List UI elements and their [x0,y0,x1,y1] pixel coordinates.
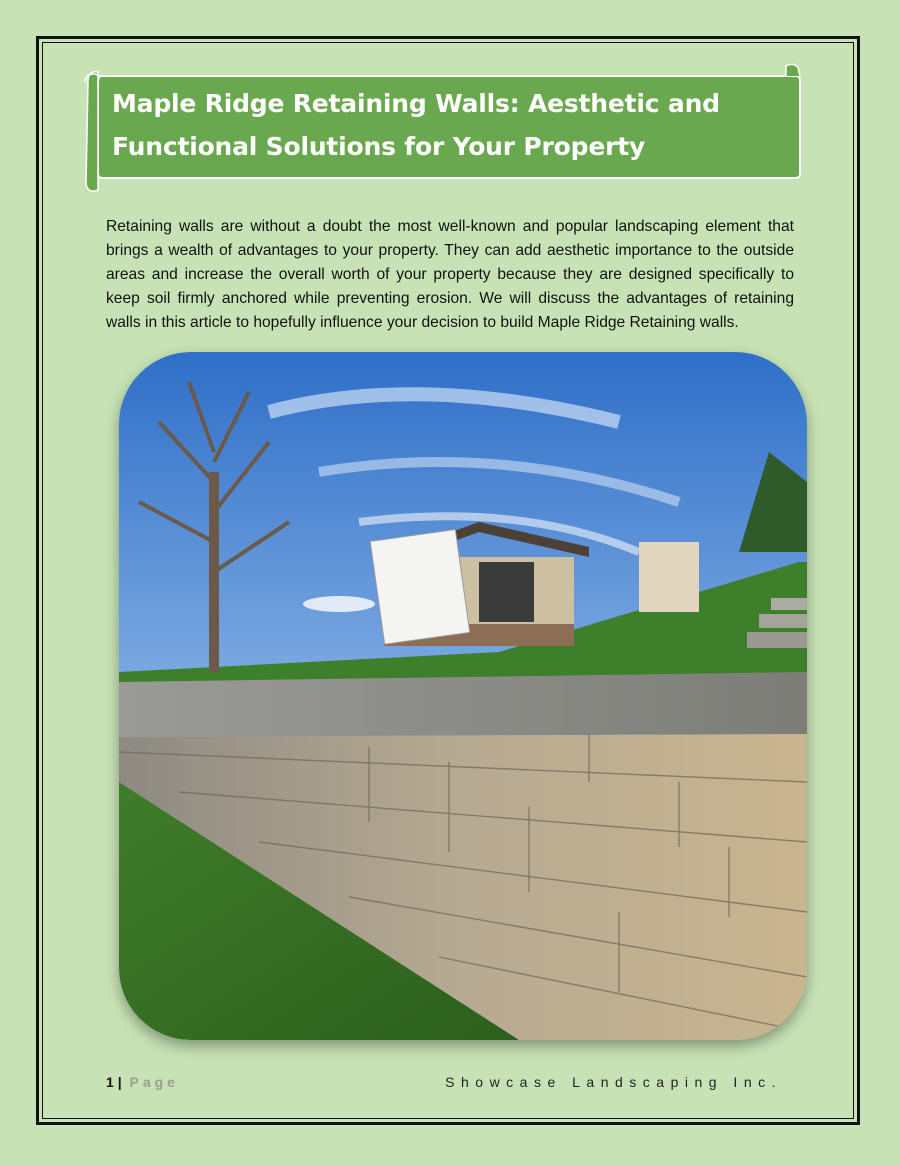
intro-paragraph: Retaining walls are without a doubt the most well-known and popular landscaping element that brings a wealth of advantages to your property. They can add aesthetic importance to the outside areas and increase the overall worth of your property because they are designed specifically to keep soil firmly anchored while preventing erosion. We will discuss the advantages of retaining walls in this article to hopefully influence your decision to build Maple Ridge Retaining walls. [106,218,794,331]
page-title: Maple Ridge Retaining Walls: Aesthetic and Functional Solutions for Your Property [112,89,720,161]
page-separator: | [117,1074,122,1090]
page-label: Page [129,1074,179,1090]
retaining-wall-photo [119,352,807,1040]
company-name: Showcase Landscaping Inc. [445,1074,782,1090]
page-number: 1 [106,1074,114,1090]
